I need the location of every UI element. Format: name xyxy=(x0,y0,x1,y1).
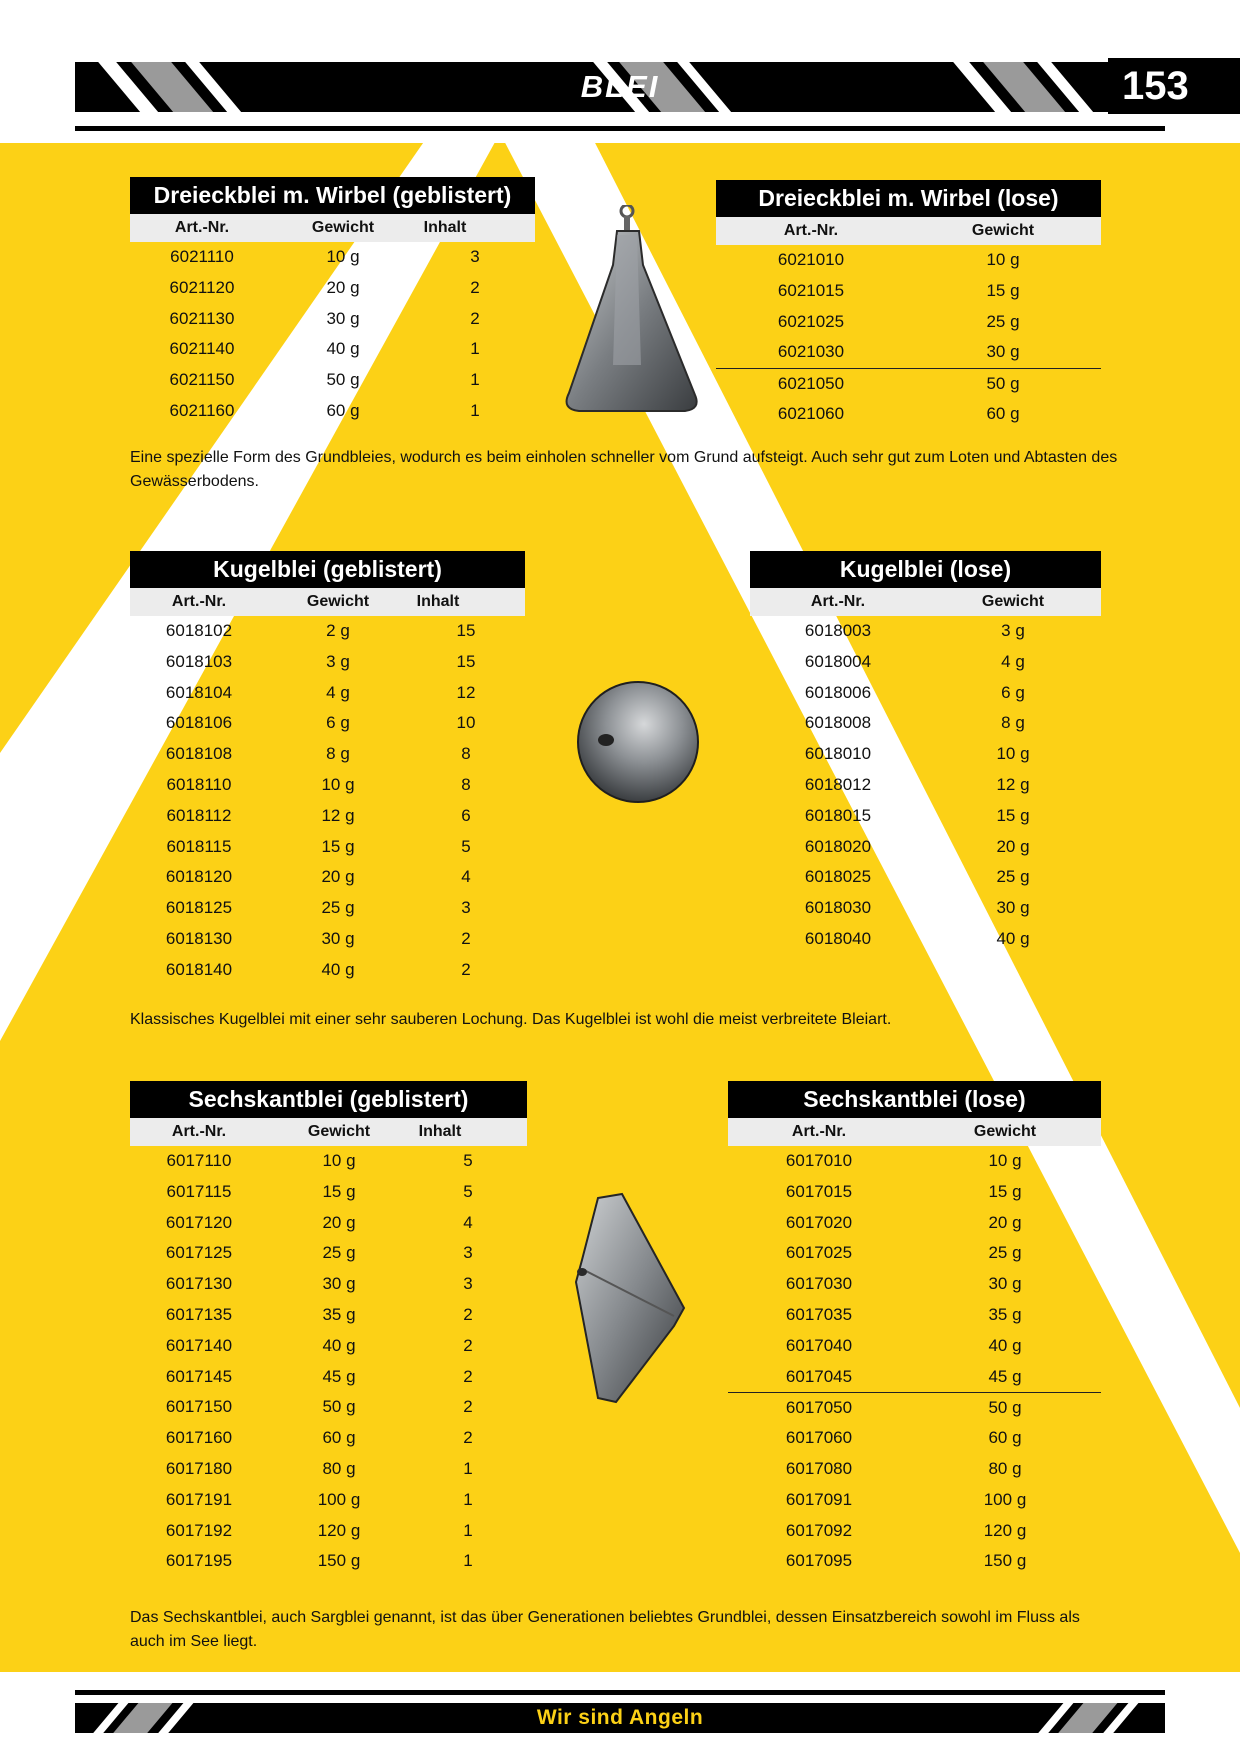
table-row: 6017130 30 g 3 xyxy=(165,1274,473,1294)
column-header: Inhalt xyxy=(418,1123,462,1140)
column-header: Inhalt xyxy=(416,593,460,610)
table-title: Dreieckblei m. Wirbel (lose) xyxy=(716,180,1101,217)
table-row: 6018006 6 g xyxy=(804,682,1025,702)
header-divider xyxy=(75,126,1165,131)
table-row: 6021140 40 g 1 xyxy=(169,339,480,359)
table-row: 6017091 100 g xyxy=(785,1489,1027,1509)
column-header: Gewicht xyxy=(306,593,370,610)
table-title: Sechskantblei (lose) xyxy=(728,1081,1101,1118)
table-row: 6018103 3 g 15 xyxy=(165,651,476,671)
loose-table-kugelblei xyxy=(750,551,1101,955)
table-row: 6017050 50 g xyxy=(728,1392,1101,1423)
table-row: 6021025 25 g xyxy=(777,311,1020,331)
table-row: 6021050 50 g xyxy=(716,368,1101,399)
table-header xyxy=(130,214,535,242)
ball-sinker-icon xyxy=(570,672,710,812)
table-row: 6018140 40 g 2 xyxy=(165,959,471,979)
table-row: 6018003 3 g xyxy=(804,621,1025,640)
table-row: 6017010 10 g xyxy=(785,1151,1022,1170)
table-body xyxy=(716,245,1101,430)
table-row: 6017180 80 g 1 xyxy=(165,1458,473,1478)
table-row: 6021160 60 g 1 xyxy=(169,400,480,420)
table-row: 6017110 10 g 5 xyxy=(166,1151,473,1170)
table-row: 6018015 15 g xyxy=(804,805,1030,825)
table-row: 6017020 20 g xyxy=(785,1212,1022,1232)
table-row: 6017040 40 g xyxy=(785,1335,1022,1355)
table-row: 6018040 40 g xyxy=(804,928,1030,948)
loose-table-dreieckblei xyxy=(716,180,1101,430)
description-dreieckblei: Eine spezielle Form des Grundbleies, wodurch es beim einholen schneller vom Grund aufsteigt. Auch sehr gut zum Loten und Abtasten des Gewässerbodens. xyxy=(130,449,1118,490)
column-header: Art.-Nr. xyxy=(791,1123,847,1140)
table-row: 6021030 30 g xyxy=(777,342,1020,362)
table-title: Sechskantblei (geblistert) xyxy=(130,1081,527,1118)
blister-table-kugelblei xyxy=(130,551,525,986)
table-row: 6017115 15 g 5 xyxy=(166,1181,473,1201)
table-row: 6017140 40 g 2 xyxy=(165,1335,473,1355)
footer-title: Wir sind Angeln xyxy=(536,1706,704,1729)
page-number: 153 xyxy=(1108,58,1240,114)
table-header xyxy=(130,588,525,616)
table-row: 6018102 2 g 15 xyxy=(165,621,476,640)
table-title: Dreieckblei m. Wirbel (geblistert) xyxy=(130,177,535,214)
page-title: BLEI xyxy=(580,69,660,104)
table-row: 6018025 25 g xyxy=(804,867,1030,887)
table-row: 6017191 100 g 1 xyxy=(165,1489,473,1509)
column-header: Art.-Nr. xyxy=(171,1123,227,1140)
table-row: 6018004 4 g xyxy=(804,651,1025,671)
table-row: 6017150 50 g 2 xyxy=(165,1397,473,1417)
column-header: Art.-Nr. xyxy=(171,593,227,610)
table-row: 6018030 30 g xyxy=(804,898,1030,918)
blister-table-dreieckblei xyxy=(130,177,535,427)
table-body xyxy=(130,1146,527,1577)
table-row: 6017045 45 g xyxy=(785,1366,1022,1386)
table-row: 6017025 25 g xyxy=(785,1243,1022,1263)
description-kugelblei: Klassisches Kugelblei mit einer sehr sauberen Lochung. Das Kugelblei ist wohl die meist verbreitete Bleiart. xyxy=(130,1011,892,1028)
column-header: Gewicht xyxy=(307,1123,371,1140)
table-row: 6018106 6 g 10 xyxy=(165,713,476,733)
column-header: Inhalt xyxy=(423,219,467,236)
column-header: Gewicht xyxy=(311,219,375,236)
table-body xyxy=(728,1146,1101,1577)
hexagonal-sinker-icon xyxy=(570,1190,695,1405)
table-row: 6018130 30 g 2 xyxy=(165,928,471,948)
triangle-sinker-icon xyxy=(555,205,720,435)
table-body xyxy=(750,616,1101,955)
table-row: 6017095 150 g xyxy=(785,1551,1027,1571)
column-header: Gewicht xyxy=(971,222,1035,239)
table-row: 6018115 15 g 5 xyxy=(166,836,471,856)
table-row: 6021015 15 g xyxy=(777,280,1020,300)
column-header: Art.-Nr. xyxy=(174,219,230,236)
table-row: 6018010 10 g xyxy=(804,744,1030,764)
table-row: 6017030 30 g xyxy=(785,1274,1022,1294)
table-row: 6017145 45 g 2 xyxy=(165,1366,473,1386)
column-header: Gewicht xyxy=(981,593,1045,610)
table-row: 6017015 15 g xyxy=(785,1181,1022,1201)
table-title: Kugelblei (lose) xyxy=(750,551,1101,588)
table-row: 6017060 60 g xyxy=(785,1428,1022,1448)
column-header: Gewicht xyxy=(973,1123,1037,1140)
table-row: 6018110 10 g 8 xyxy=(166,774,471,794)
column-header: Art.-Nr. xyxy=(810,593,866,610)
table-row: 6021060 60 g xyxy=(777,403,1020,423)
table-row: 6017092 120 g xyxy=(785,1520,1027,1540)
table-row: 6021110 10 g 3 xyxy=(170,247,480,266)
table-row: 6017120 20 g 4 xyxy=(165,1212,473,1232)
table-row: 6018112 12 g 6 xyxy=(166,805,471,825)
table-row: 6017192 120 g 1 xyxy=(165,1520,473,1540)
table-header xyxy=(750,588,1101,616)
table-row: 6018104 4 g 12 xyxy=(165,682,476,702)
table-row: 6021150 50 g 1 xyxy=(169,370,480,390)
table-row: 6017135 35 g 2 xyxy=(165,1304,473,1324)
blister-table-sechskantblei xyxy=(130,1081,527,1577)
table-row: 6018020 20 g xyxy=(804,836,1030,856)
table-row: 6018008 8 g xyxy=(804,713,1025,733)
table-header xyxy=(130,1118,527,1146)
table-row: 6018120 20 g 4 xyxy=(165,867,471,887)
table-header xyxy=(728,1118,1101,1146)
table-row: 6018108 8 g 8 xyxy=(165,744,471,764)
table-row: 6017035 35 g xyxy=(785,1304,1022,1324)
table-row: 6017160 60 g 2 xyxy=(165,1428,473,1448)
table-row: 6021120 20 g 2 xyxy=(169,277,480,297)
table-row: 6017195 150 g 1 xyxy=(165,1551,473,1571)
description-sechskantblei: Das Sechskantblei, auch Sargblei genannt, ist das über Generationen beliebtes Grundblei, dessen Einsatzbereich sowohl im Fluss als auch im See liegt. xyxy=(130,1609,1080,1650)
table-row: 6021010 10 g xyxy=(777,250,1020,269)
table-body xyxy=(130,616,525,986)
table-row: 6018012 12 g xyxy=(804,774,1030,794)
table-body xyxy=(130,242,535,427)
column-header: Art.-Nr. xyxy=(783,222,839,239)
table-row: 6017080 80 g xyxy=(785,1458,1022,1478)
table-row: 6017125 25 g 3 xyxy=(165,1243,473,1263)
table-row: 6018125 25 g 3 xyxy=(165,898,471,918)
footer-divider xyxy=(75,1690,1165,1695)
table-title: Kugelblei (geblistert) xyxy=(130,551,525,588)
loose-table-sechskantblei xyxy=(728,1081,1101,1577)
table-header xyxy=(716,217,1101,245)
table-row: 6021130 30 g 2 xyxy=(169,308,480,328)
